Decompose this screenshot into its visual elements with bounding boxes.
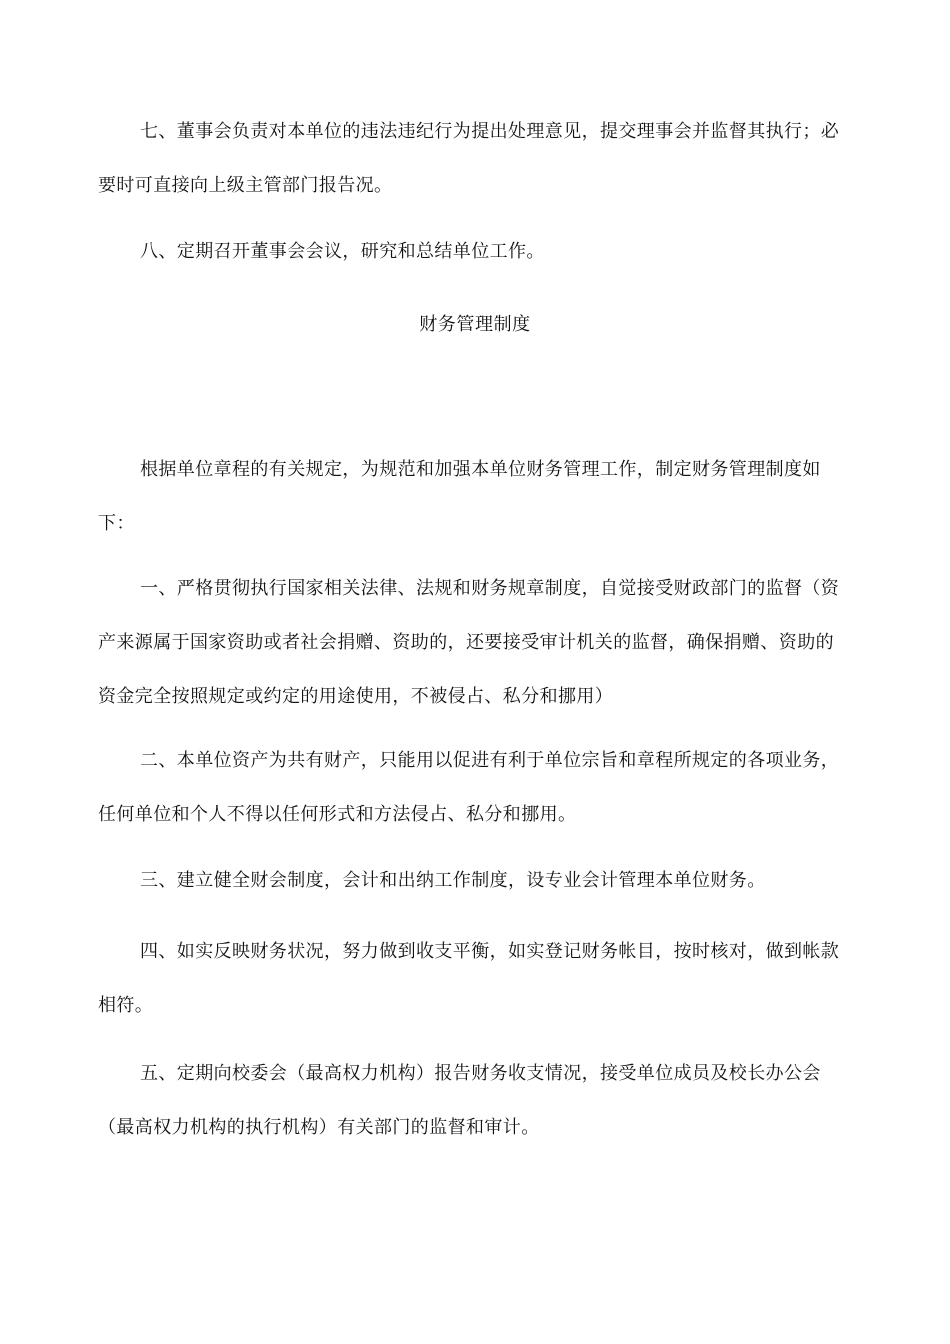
paragraph-eight: 八、定期召开董事会会议，研究和总结单位工作。 bbox=[140, 241, 545, 262]
paragraph-one: 一、严格贯彻执行国家相关法律、法规和财务规章制度，自觉接受财政部门的监督（资产来源属于国家资助或者社会捐赠、资助的，还要接受审计机关的监督，确保捐赠、资助的资金完全按照规定或约定的用途使用，不被侵占、私分和挪用） bbox=[98, 578, 840, 707]
paragraph-five: 五、定期向校委会（最高权力机构）报告财务收支情况，接受单位成员及校长办公会（最高权力机构的执行机构）有关部门的监督和审计。 bbox=[98, 1063, 821, 1138]
paragraph-two: 二、本单位资产为共有财产，只能用以促进有利于单位宗旨和章程所规定的各项业务，任何单位和个人不得以任何形式和方法侵占、私分和挪用。 bbox=[98, 750, 840, 825]
paragraph-three: 三、建立健全财会制度，会计和出纳工作制度，设专业会计管理本单位财务。 bbox=[140, 870, 766, 891]
paragraph-seven: 七、董事会负责对本单位的违法违纪行为提出处理意见，提交理事会并监督其执行；必要时可直接向上级主管部门报告况。 bbox=[98, 121, 840, 196]
paragraph-four: 四、如实反映财务状况，努力做到收支平衡，如实登记财务帐目，按时核对，做到帐款相符。 bbox=[98, 941, 840, 1016]
section-title: 财务管理制度 bbox=[419, 314, 531, 335]
paragraph-intro: 根据单位章程的有关规定，为规范和加强本单位财务管理工作，制定财务管理制度如下： bbox=[98, 459, 821, 534]
